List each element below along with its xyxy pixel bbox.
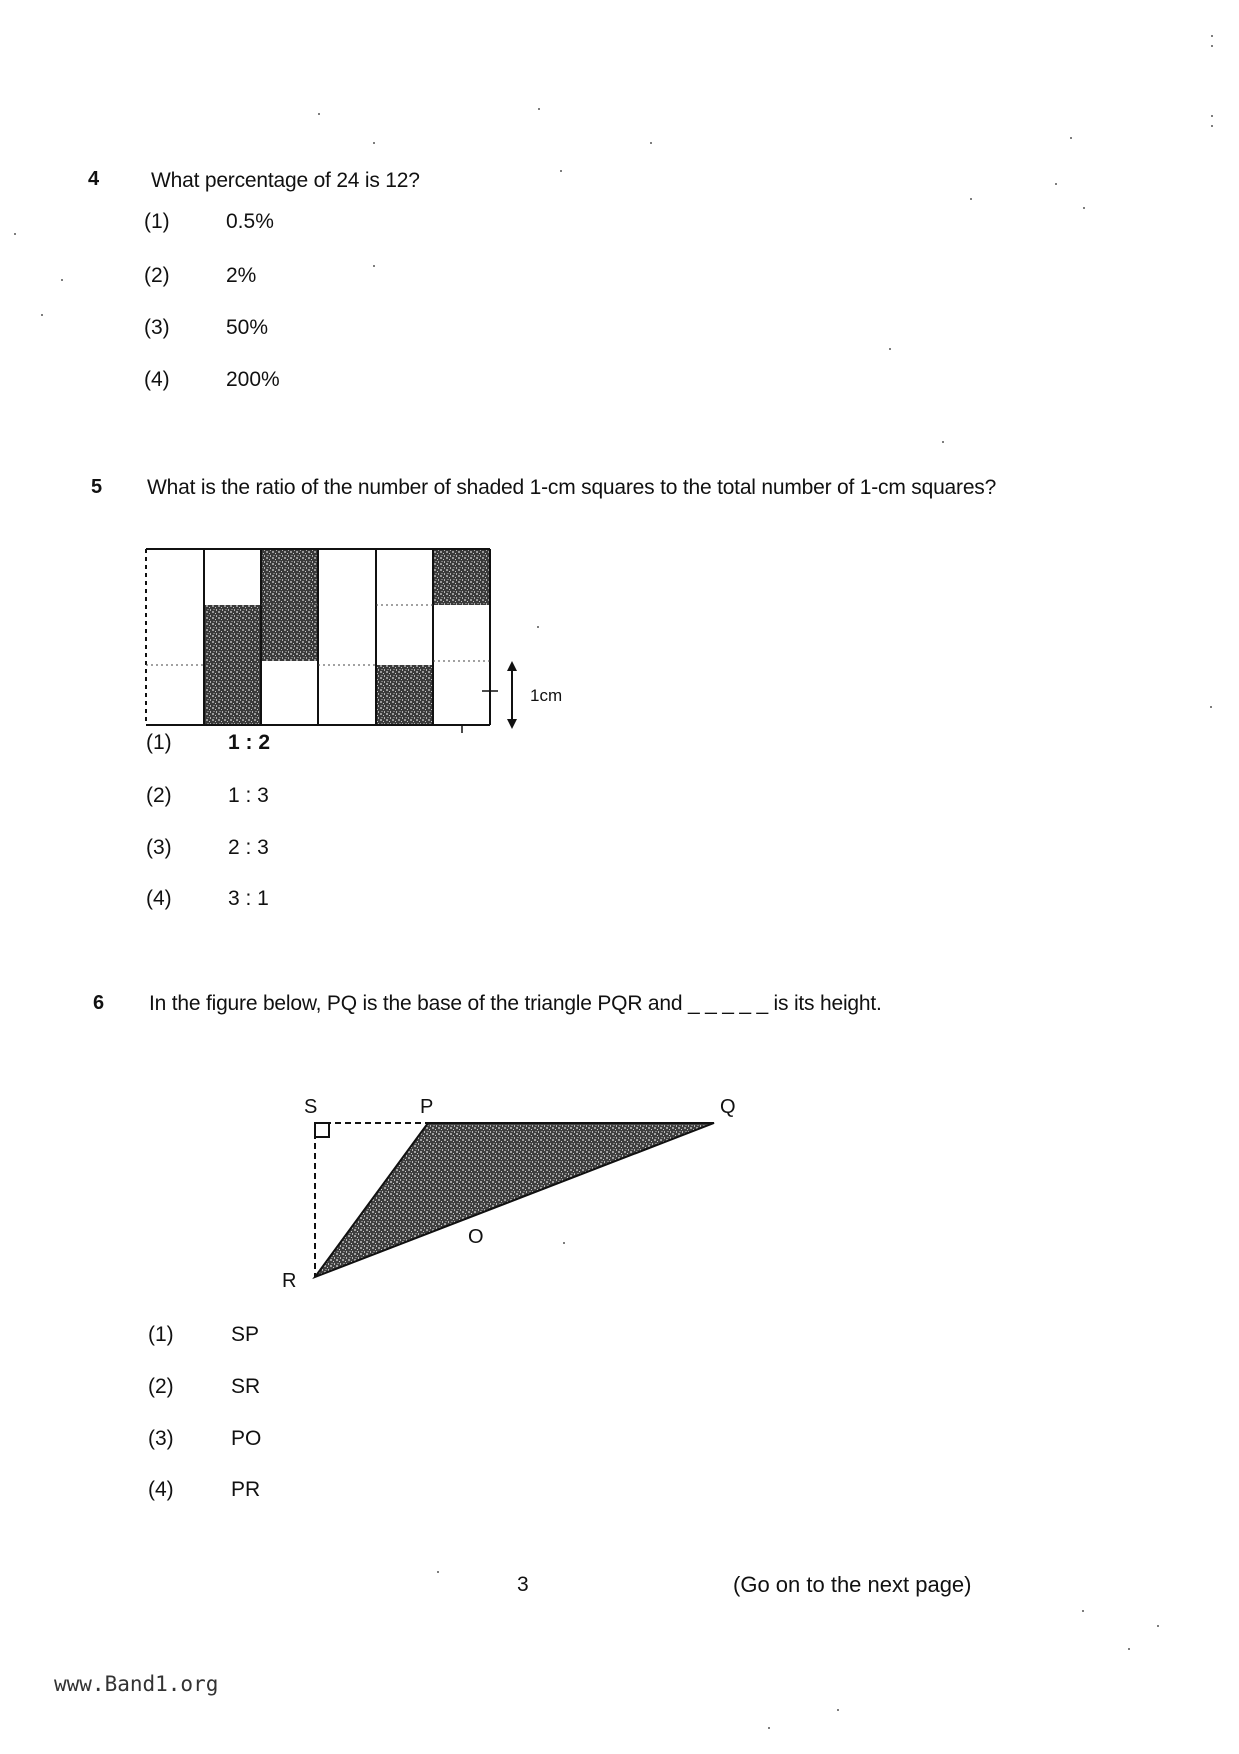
scan-speck: [1211, 45, 1213, 47]
point-label-q: Q: [720, 1096, 736, 1118]
shaded-cell: [433, 549, 490, 605]
q5-option-1-label: (1): [146, 731, 172, 754]
scan-speck: [1211, 115, 1213, 117]
shaded-squares-grid: [140, 545, 580, 735]
scan-speck: [1210, 706, 1212, 708]
q5-option-1-value: 1 : 2: [228, 731, 271, 754]
q4-option-3-value: 50%: [226, 316, 269, 339]
shaded-cell: [261, 549, 318, 661]
question-6-text: In the figure below, PQ is the base of the triangle PQR and _ _ _ _ _ is its height.: [149, 992, 882, 1015]
scan-speck: [563, 1242, 565, 1244]
triangle-pqr: [315, 1123, 714, 1277]
triangle-pqr-figure: [270, 1085, 750, 1300]
page-number: 3: [517, 1573, 529, 1596]
scan-speck: [1211, 35, 1213, 37]
question-4-number: 4: [88, 168, 100, 190]
q5-option-3-label: (3): [146, 836, 172, 859]
scan-speck: [1055, 183, 1057, 185]
q6-option-3-value: PO: [231, 1427, 262, 1450]
point-label-p: P: [420, 1096, 434, 1118]
q5-option-2-label: (2): [146, 784, 172, 807]
q5-option-3-value: 2 : 3: [228, 836, 269, 859]
scan-speck: [41, 314, 43, 316]
question-5-number: 5: [91, 476, 103, 498]
scan-speck: [560, 170, 562, 172]
shaded-cell: [204, 605, 261, 725]
q6-option-1-label: (1): [148, 1323, 174, 1346]
q4-option-1-label: (1): [144, 210, 170, 233]
scan-speck: [538, 108, 540, 110]
point-label-r: R: [282, 1270, 297, 1292]
scan-speck: [768, 1727, 770, 1729]
scan-speck: [373, 142, 375, 144]
shaded-cell: [376, 665, 433, 725]
point-label-s: S: [304, 1096, 318, 1118]
next-page-note: (Go on to the next page): [733, 1572, 972, 1597]
q4-option-3-label: (3): [144, 316, 170, 339]
scan-speck: [650, 142, 652, 144]
scan-speck: [437, 1571, 439, 1573]
scan-speck: [1128, 1648, 1130, 1650]
question-5-text: What is the ratio of the number of shaded 1-cm squares to the total number of 1-cm squares?: [147, 476, 997, 499]
scan-speck: [889, 348, 891, 350]
question-6-number: 6: [93, 992, 105, 1014]
scan-speck: [1157, 1625, 1159, 1627]
q4-option-1-value: 0.5%: [226, 210, 274, 233]
point-label-o: O: [468, 1226, 484, 1248]
unit-label-1cm: 1cm: [530, 686, 563, 705]
q6-option-1-value: SP: [231, 1323, 260, 1346]
scan-speck: [14, 233, 16, 235]
scan-speck: [1083, 207, 1085, 209]
scan-speck: [942, 441, 944, 443]
scan-speck: [373, 265, 375, 267]
q4-option-2-label: (2): [144, 264, 170, 287]
scan-speck: [537, 626, 539, 628]
q4-option-4-label: (4): [144, 368, 170, 391]
q5-option-4-label: (4): [146, 887, 172, 910]
scan-speck: [837, 1709, 839, 1711]
scan-speck: [61, 279, 63, 281]
q5-option-4-value: 3 : 1: [228, 887, 269, 910]
scan-speck: [1211, 125, 1213, 127]
scan-speck: [318, 113, 320, 115]
scan-speck: [970, 198, 972, 200]
q4-option-2-value: 2%: [226, 264, 257, 287]
q6-option-4-value: PR: [231, 1478, 261, 1501]
q6-option-3-label: (3): [148, 1427, 174, 1450]
q5-option-2-value: 1 : 3: [228, 784, 269, 807]
right-angle-marker: [315, 1123, 329, 1137]
q6-option-2-label: (2): [148, 1375, 174, 1398]
q4-option-4-value: 200%: [226, 368, 280, 391]
q6-option-2-value: SR: [231, 1375, 261, 1398]
scan-speck: [1082, 1610, 1084, 1612]
question-4-text: What percentage of 24 is 12?: [151, 169, 420, 192]
q6-option-4-label: (4): [148, 1478, 174, 1501]
scan-speck: [1070, 137, 1072, 139]
website-watermark: www.Band1.org: [54, 1672, 219, 1696]
